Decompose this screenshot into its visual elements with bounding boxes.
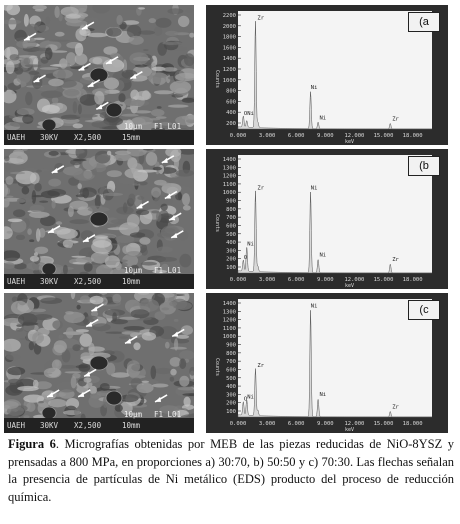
y-tick-label: 1400 (222, 56, 236, 63)
x-tick-label: 0.000 (229, 277, 247, 283)
y-tick-label: 1200 (222, 173, 236, 180)
y-tick-label: 200 (226, 121, 236, 127)
panel-label: (c (408, 300, 440, 320)
y-tick-label: 200 (226, 400, 236, 407)
y-tick-label: 600 (226, 99, 236, 106)
x-tick-label: 0.000 (229, 421, 247, 427)
x-tick-label: 18.000 (402, 421, 423, 427)
y-tick-label: 600 (226, 367, 236, 374)
x-tick-label: 9.000 (317, 277, 334, 283)
x-tick-label: 0.000 (229, 133, 247, 139)
x-tick-label: 12.000 (344, 421, 365, 427)
y-tick-label: 1400 (222, 301, 236, 307)
y-tick-label: 800 (226, 206, 236, 213)
y-tick-label: 2200 (222, 13, 236, 19)
sem-micrograph-c: UAEH 30KV X2,500 10mm 10μm F1 L01 (4, 293, 194, 433)
y-tick-label: 400 (226, 240, 236, 247)
plot-area (238, 11, 432, 129)
peak-label: O (243, 110, 248, 117)
peak-label: Ni (319, 392, 327, 399)
y-tick-label: 600 (226, 223, 236, 230)
peak-label: Ni (247, 394, 254, 401)
eds-spectrum-c (206, 293, 448, 433)
y-tick-label: 400 (226, 384, 236, 391)
y-axis-label: Counts (214, 214, 220, 233)
x-axis-label: keV (345, 427, 355, 433)
sem-footer: UAEH 30KV X2,500 15mm (4, 130, 194, 145)
y-tick-label: 1400 (222, 157, 236, 163)
y-tick-label: 800 (226, 88, 236, 95)
arrow-icon (155, 395, 167, 402)
plot-area (238, 299, 432, 417)
peak-label: Zr (257, 185, 265, 192)
y-tick-label: 300 (226, 392, 236, 399)
x-tick-label: 3.000 (258, 277, 276, 283)
y-tick-label: 100 (226, 409, 236, 415)
caption-label: Figura 6 (8, 437, 56, 451)
peak-label: Zr (392, 116, 399, 123)
y-tick-label: 1000 (222, 334, 236, 341)
x-tick-label: 12.000 (344, 277, 365, 283)
peak-label: O (243, 396, 248, 403)
peak-label: Ni (310, 185, 318, 192)
y-tick-label: 1000 (222, 190, 236, 197)
y-tick-label: 1600 (222, 45, 236, 52)
x-axis-label: keV (345, 283, 355, 289)
peak-label: Ni (310, 85, 318, 92)
x-tick-label: 12.000 (344, 133, 365, 139)
y-tick-label: 900 (226, 198, 236, 205)
x-tick-label: 6.000 (287, 421, 305, 427)
peak-label: Ni (247, 241, 254, 248)
peak-label: O (243, 254, 248, 261)
x-tick-label: 18.000 (402, 277, 423, 283)
sem-micrograph-b: UAEH 30KV X2,500 10mm 10μm F1 L01 (4, 149, 194, 289)
y-axis-label: Counts (214, 70, 220, 89)
peak-label: Ni (247, 110, 254, 117)
x-tick-label: 18.000 (402, 133, 423, 139)
y-tick-label: 200 (226, 256, 236, 263)
x-tick-label: 6.000 (287, 277, 305, 283)
y-tick-label: 400 (226, 110, 236, 117)
y-tick-label: 1800 (222, 34, 236, 41)
y-tick-label: 1100 (222, 181, 236, 188)
y-tick-label: 1200 (222, 67, 236, 73)
y-axis-label: Counts (214, 358, 220, 377)
y-tick-label: 700 (226, 359, 236, 366)
eds-spectrum-a (206, 5, 448, 145)
peak-label: Zr (257, 15, 265, 22)
figure-row-b (0, 149, 460, 289)
plot-area (238, 155, 432, 273)
sem-footer: UAEH 30KV X2,500 10mm (4, 274, 194, 289)
figure-caption (8, 436, 454, 506)
y-tick-label: 1300 (222, 309, 236, 316)
x-tick-label: 9.000 (317, 133, 334, 139)
arrow-icon (91, 304, 103, 311)
sem-micrograph-a: UAEH 30KV X2,500 15mm 10μm F1 L01 (4, 5, 194, 145)
peak-label: Zr (392, 404, 399, 411)
x-tick-label: 3.000 (258, 421, 276, 427)
y-tick-label: 1200 (222, 317, 236, 324)
y-tick-label: 700 (226, 215, 236, 222)
figure-row-c (0, 293, 460, 433)
peak-label: Zr (392, 257, 399, 264)
panel-label: (b (408, 156, 440, 176)
y-tick-label: 500 (226, 231, 236, 238)
peak-label: Ni (319, 252, 327, 259)
eds-spectrum-b (206, 149, 448, 289)
y-tick-label: 500 (226, 375, 236, 382)
y-tick-label: 1300 (222, 165, 236, 172)
peak-label: Ni (319, 115, 327, 122)
sem-footer: UAEH 30KV X2,500 10mm (4, 418, 194, 433)
x-tick-label: 9.000 (317, 421, 334, 427)
y-tick-label: 800 (226, 350, 236, 357)
x-tick-label: 15.000 (373, 133, 394, 139)
peak-label: Ni (310, 303, 318, 310)
y-tick-label: 900 (226, 342, 236, 349)
y-tick-label: 1000 (222, 77, 236, 84)
x-axis-label: keV (345, 139, 355, 145)
x-tick-label: 15.000 (373, 277, 394, 283)
y-tick-label: 300 (226, 248, 236, 255)
panel-label: (a (408, 12, 440, 32)
peak-label: Zr (257, 362, 265, 369)
caption-text: . Micrografías obtenidas por MEB de las piezas reducidas de NiO-8YSZ y prensadas a 800 MPa, en proporciones a) 30:70, b) 50:50 y c) 70:30. Las flechas señalan la presencia de partículas de Ni metálico (EDS) producto del proceso de reducción química. (8, 437, 454, 504)
x-tick-label: 6.000 (287, 133, 305, 139)
x-tick-label: 15.000 (373, 421, 394, 427)
figure-row-a (0, 5, 460, 145)
y-tick-label: 2000 (222, 23, 236, 30)
x-tick-label: 3.000 (258, 133, 276, 139)
y-tick-label: 100 (226, 265, 236, 271)
y-tick-label: 1100 (222, 325, 236, 332)
